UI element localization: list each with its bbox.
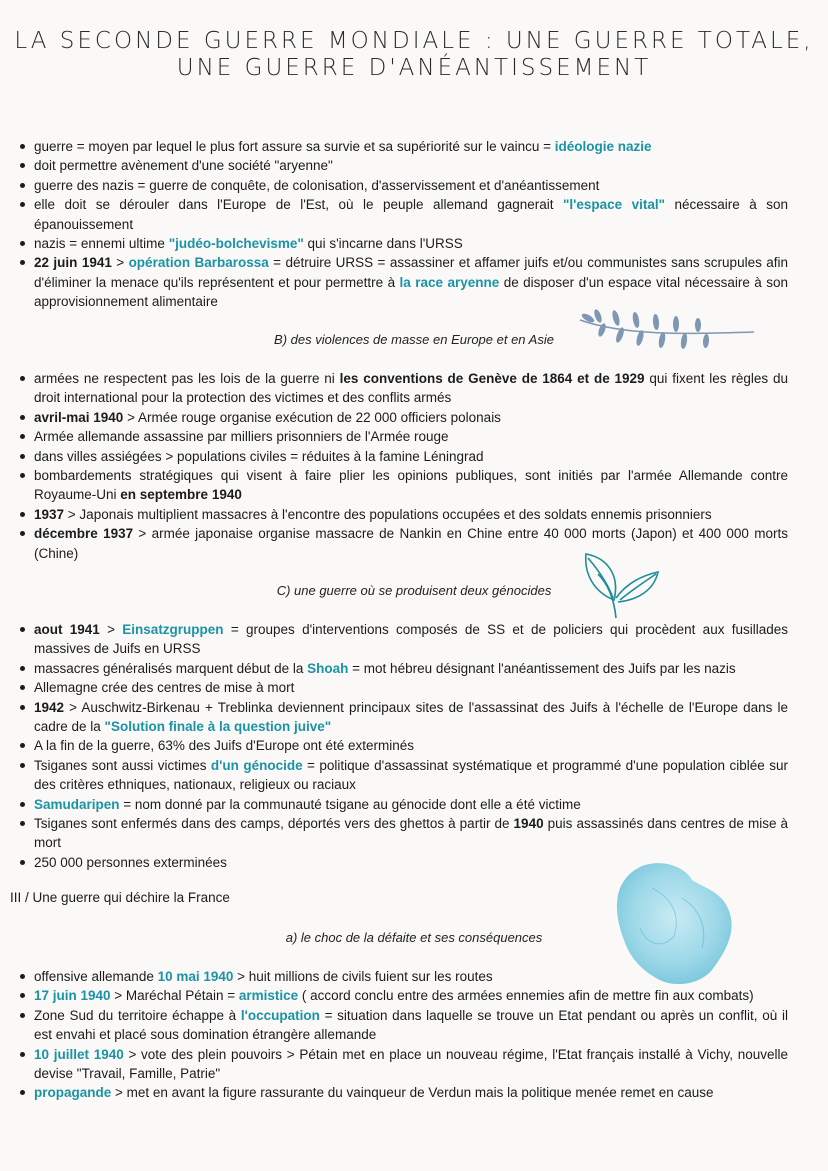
list-item: 10 juillet 1940 > vote des plein pouvoirs > Pétain met en place un nouveau régime, l'Etat français installé à Vichy, nouvelle devise "Travail, Famille, Patrie" [14, 1045, 788, 1084]
list-item: Tsiganes sont enfermés dans des camps, déportés vers des ghettos à partir de 1940 puis assassinés dans centres de mise à mort [14, 814, 788, 853]
list-item: dans villes assiégées > populations civiles = réduites à la famine Léningrad [14, 447, 788, 466]
list-item: Samudaripen = nom donné par la communauté tsigane au génocide dont elle a été victime [14, 795, 788, 814]
list-item: A la fin de la guerre, 63% des Juifs d'Europe ont été exterminés [14, 736, 788, 755]
list-item: Tsiganes sont aussi victimes d'un génocide = politique d'assassinat systématique et programmé d'une population ciblée sur des critères ethniques, nationaux, religieux ou raciaux [14, 756, 788, 795]
list-item: avril-mai 1940 > Armée rouge organise exécution de 22 000 officiers polonais [14, 408, 788, 427]
list-item: massacres généralisés marquent début de la Shoah = mot hébreu désignant l'anéantissement des Juifs par les nazis [14, 659, 788, 678]
part-3-list [14, 967, 788, 1103]
list-item: 1937 > Japonais multiplient massacres à l'encontre des populations occupées et des soldats ennemis prisonniers [14, 505, 788, 524]
list-item: propagande > met en avant la figure rassurante du vainqueur de Verdun mais la politique menée remet en cause [14, 1083, 788, 1102]
part-3-subtitle: a) le choc de la défaite et ses conséquences [285, 930, 543, 945]
section-b-list [14, 369, 788, 563]
section-c-subtitle: C) une guerre où se produisent deux génocides [276, 583, 552, 598]
section-a-list [14, 137, 788, 312]
list-item: Zone Sud du territoire échappe à l'occupation = situation dans laquelle se trouve un Etat pendant ou après un conflit, où il est envahi et placé sous domination étrangère allemande [14, 1006, 788, 1045]
list-item: offensive allemande 10 mai 1940 > huit millions de civils fuient sur les routes [14, 967, 788, 986]
list-item: guerre des nazis = guerre de conquête, de colonisation, d'asservissement et d'anéantissement [14, 176, 788, 195]
list-item: Armée allemande assassine par milliers prisonniers de l'Armée rouge [14, 427, 788, 446]
list-item: bombardements stratégiques qui visent à faire plier les opinions publiques, sont initiés par l'armée Allemande contre Royaume-Uni en septembre 1940 [14, 466, 788, 505]
list-item: elle doit se dérouler dans l'Europe de l'Est, où le peuple allemand gagnerait "l'espace vital" nécessaire à son épanouissement [14, 195, 788, 234]
list-item: nazis = ennemi ultime "judéo-bolchevisme" qui s'incarne dans l'URSS [14, 234, 788, 253]
list-item: décembre 1937 > armée japonaise organise massacre de Nankin en Chine entre 40 000 morts (Japon) et 400 000 morts (Chine) [14, 524, 788, 563]
list-item: Allemagne crée des centres de mise à mort [14, 678, 788, 697]
title-line-2: UNE GUERRE D'ANÉANTISSEMENT [176, 55, 652, 81]
list-item: 250 000 personnes exterminées [14, 853, 788, 872]
list-item: 22 juin 1941 > opération Barbarossa = détruire URSS = assassiner et affamer juifs et/ou communistes sans scrupules afin d'éliminer la menace qu'ils représentent et pour permettre à la race aryenne de disposer d'un espace vital nécessaire à son approvisionnement alimentaire [14, 253, 788, 311]
list-item: guerre = moyen par lequel le plus fort assure sa survie et sa supériorité sur le vaincu = idéologie nazie [14, 137, 788, 156]
section-b-subtitle: B) des violences de masse en Europe et en Asie [274, 332, 554, 347]
leaves-icon [580, 548, 664, 620]
branch-icon [576, 306, 758, 352]
section-c-list [14, 620, 788, 872]
title-line-1: LA SECONDE GUERRE MONDIALE : UNE GUERRE TOTALE, [14, 28, 814, 54]
part-3-title: III / Une guerre qui déchire la France [10, 890, 230, 905]
list-item: 1942 > Auschwitz-Birkenau + Treblinka deviennent principaux sites de l'assassinat des Juifs à l'échelle de l'Europe dans le cadre de la "Solution finale à la question juive" [14, 698, 788, 737]
list-item: aout 1941 > Einsatzgruppen = groupes d'interventions composés de SS et de policiers qui procèdent aux fusillades massives de Juifs en URSS [14, 620, 788, 659]
list-item: doit permettre avènement d'une société "aryenne" [14, 156, 788, 175]
list-item: 17 juin 1940 > Maréchal Pétain = armistice ( accord conclu entre des armées ennemies afin de mettre fin aux combats) [14, 986, 788, 1005]
page-title [0, 28, 828, 82]
list-item: armées ne respectent pas les lois de la guerre ni les conventions de Genève de 1864 et de 1929 qui fixent les règles du droit international pour la protection des victimes et des conflits armés [14, 369, 788, 408]
